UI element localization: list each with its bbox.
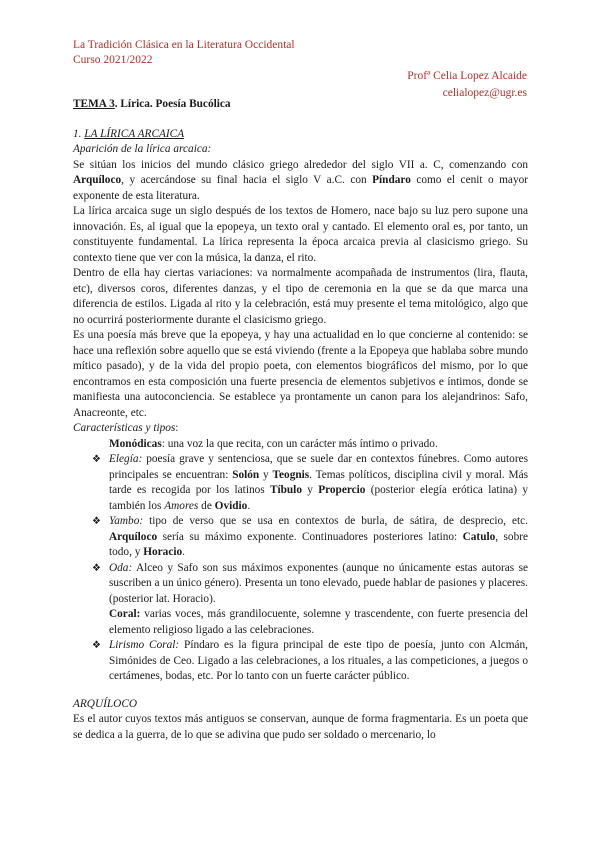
diamond-bullet-icon: ❖	[92, 562, 101, 574]
list-item-yambo: ❖ Yambo: tipo de verso que se usa en contextos de burla, de sátira, de desprecio, etc. Arquíloco sería su máximo exponente. Continuadores posteriores latino: Catulo, sobre todo, y Horacio.	[92, 515, 528, 558]
list-item-monodicas: Monódicas: una voz la que recita, con un carácter más íntimo o privado.	[109, 437, 438, 450]
list-item-lirismo-coral: ❖ Lirismo Coral: Píndaro es la figura principal de este tipo de poesía, junto con Alcmán, Simónides de Ceo. Ligado a las celebraciones, a los rituales, a las competiciones, a juegos o certámenes, bodas, etc. Por lo tanto con un fuerte carácter público.	[92, 639, 528, 682]
list-item-elegia: ❖ Elegía: poesía grave y sentenciosa, que se suele dar en contextos fúnebres. Como autores principales se encuentran: Solón y Teognis. Temas políticos, disciplina civil y moral. Más tarde es recogida por los latinos Tíbulo y Propercio (posterior elegía erótica latina) y también los Amores de Ovidio.	[92, 453, 529, 512]
subheading-origin: Aparición de la lírica arcaica:	[73, 143, 212, 155]
diamond-bullet-icon: ❖	[92, 516, 101, 527]
course-year: Curso 2021/2022	[73, 54, 153, 66]
list-item-coral: Coral: varias voces, más grandilocuente, solemne y trascendente, con fuerte presencia del elemento religioso ligado a las celebraciones.	[109, 608, 528, 636]
paragraph-3: Dentro de ella hay ciertas variaciones: va normalmente acompañada de instrumentos (lira, flauta, etc), diversos coros, diferentes danzas, y el tipo de ceremonia en la que se da que marca una diferencia de estilos. Ligada al rito y la celebración, está muy presente el tema mitológico, algo que no ocurrirá posteriormente durante el clasicismo griego.	[73, 267, 528, 326]
paragraph-5: Es el autor cuyos textos más antiguos se conservan, aunque de forma fragmentaria. Es un poeta que se dedica a la guerra, de lo que se adivina que pudo ser soldado o mercenario, lo	[73, 713, 528, 741]
subheading-types: Características y tipos:	[73, 422, 179, 434]
paragraph-2: La lírica arcaica suge un siglo después de los textos de Homero, nace bajo su luz pero supone una innovación. Es, al igual que la epopeya, un texto oral y cantado. El elemento oral es, por tanto, un constituyente fundamental. La lírica representa la época arcaica previa al clasicismo griego. Su contexto tiene que ver con la música, la danza, el rito.	[73, 205, 528, 264]
diamond-bullet-icon: ❖	[92, 640, 101, 651]
heading-arquiloco: ARQUÍLOCO	[73, 697, 138, 710]
course-title: La Tradición Clásica en la Literatura Occidental	[73, 39, 295, 51]
types-list	[92, 437, 529, 685]
diamond-bullet-icon: ❖	[92, 454, 101, 465]
document-body	[73, 97, 528, 743]
paragraph-1: Se sitúan los inicios del mundo clásico griego alrededor del siglo VII a. C, comenzando con Arquíloco, y acercándose su final hacia el siglo V a.C. con Píndaro como el cenit o mayor exponente de esta literatura.	[73, 158, 528, 202]
page-title: TEMA 3. Lírica. Poesía Bucólica	[73, 98, 231, 110]
section-heading: 1. LA LÍRICA ARCAICA	[73, 127, 185, 140]
course-header	[73, 38, 295, 68]
teacher-email: celialopez@ugr.es	[442, 87, 527, 99]
list-item-oda: ❖ Oda: Alceo y Safo son sus máximos exponentes (aunque no únicamente estas autoras se suscriben a un único género). Presenta un tono elevado, puede hablar de pasiones y placeres. (posterior lat. Horacio).	[92, 561, 528, 605]
teacher-name: Profª Celia Lopez Alcaide	[407, 70, 527, 82]
paragraph-4: Es una poesía más breve que la epopeya, y hay una actualidad en lo que concierne al contenido: se hace una reflexión sobre aquello que se está viviendo (frente a la Epopeya que hablaba sobre mundo mítico pasado), y de la vida del propio poeta, con elementos biográficos del mismo, por lo que encontramos en esta composición una fuerte presencia de elementos subjetivos e íntimos, donde se manifiesta una autoconciencia. Se establece ya prontamente un canon para los alejandrinos: Safo, Anacreonte, etc.	[73, 329, 528, 419]
